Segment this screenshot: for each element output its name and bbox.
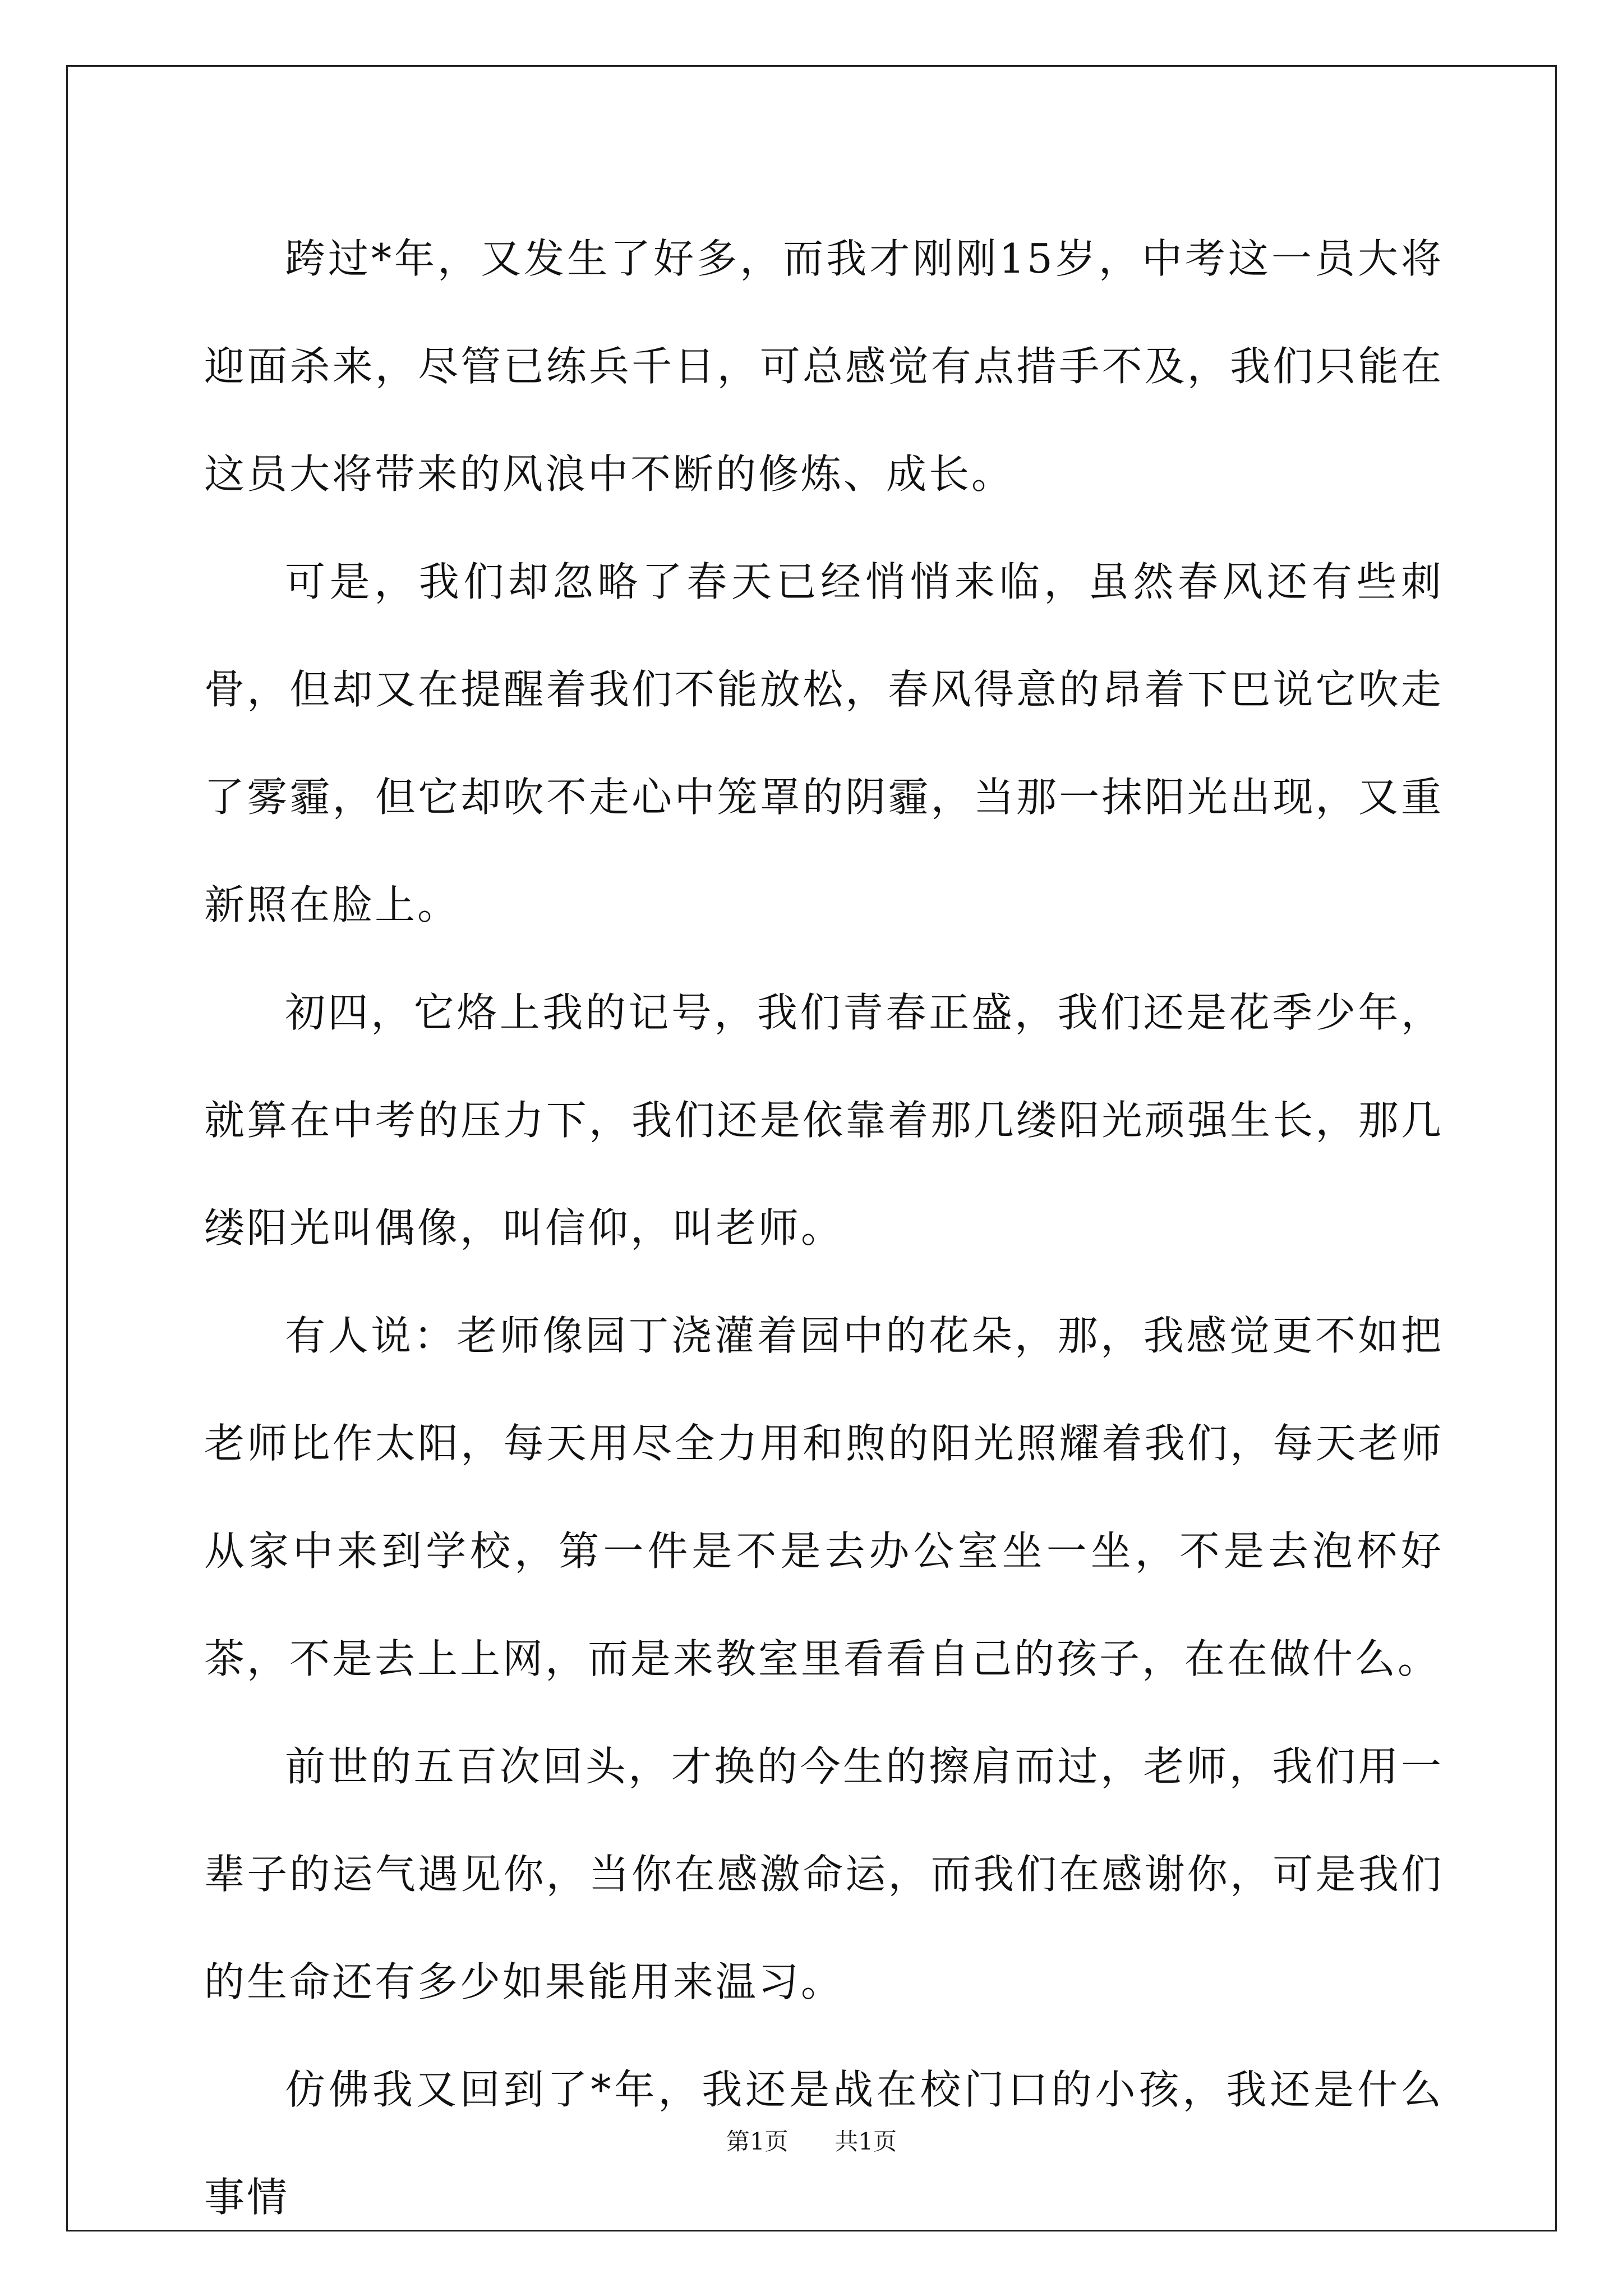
document-body xyxy=(204,205,1444,2251)
paragraph: 跨过*年，又发生了好多，而我才刚刚15岁，中考这一员大将迎面杀来，尽管已练兵千日，可总感觉有点措手不及，我们只能在这员大将带来的风浪中不断的修炼、成长。 xyxy=(204,235,1444,498)
page-total: 共1页 xyxy=(834,2128,897,2155)
paragraph: 初四，它烙上我的记号，我们青春正盛，我们还是花季少年，就算在中考的压力下，我们还是依靠着那几缕阳光顽强生长，那几缕阳光叫偶像，叫信仰，叫老师。 xyxy=(204,989,1444,1251)
paragraph: 仿佛我又回到了*年，我还是战在校门口的小孩，我还是什么事情 xyxy=(204,2066,1444,2221)
paragraph: 可是，我们却忽略了春天已经悄悄来临，虽然春风还有些刺骨，但却又在提醒着我们不能放松，春风得意的昂着下巴说它吹走了雾霾，但它却吹不走心中笼罩的阴霾，当那一抹阳光出现，又重新照在脸上。 xyxy=(204,558,1444,928)
page-number: 第1页 xyxy=(726,2128,789,2155)
paragraph: 前世的五百次回头，才换的今生的擦肩而过，老师，我们用一辈子的运气遇见你，当你在感激命运，而我们在感谢你，可是我们的生命还有多少如果能用来温习。 xyxy=(204,1743,1444,2005)
paragraph: 有人说：老师像园丁浇灌着园中的花朵，那，我感觉更不如把老师比作太阳，每天用尽全力用和煦的阳光照耀着我们，每天老师从家中来到学校，第一件是不是去办公室坐一坐，不是去泡杯好茶，不是去上上网，而是来教室里看看自己的孩子，在在做什么。 xyxy=(204,1312,1444,1682)
page-footer xyxy=(0,2123,1623,2157)
